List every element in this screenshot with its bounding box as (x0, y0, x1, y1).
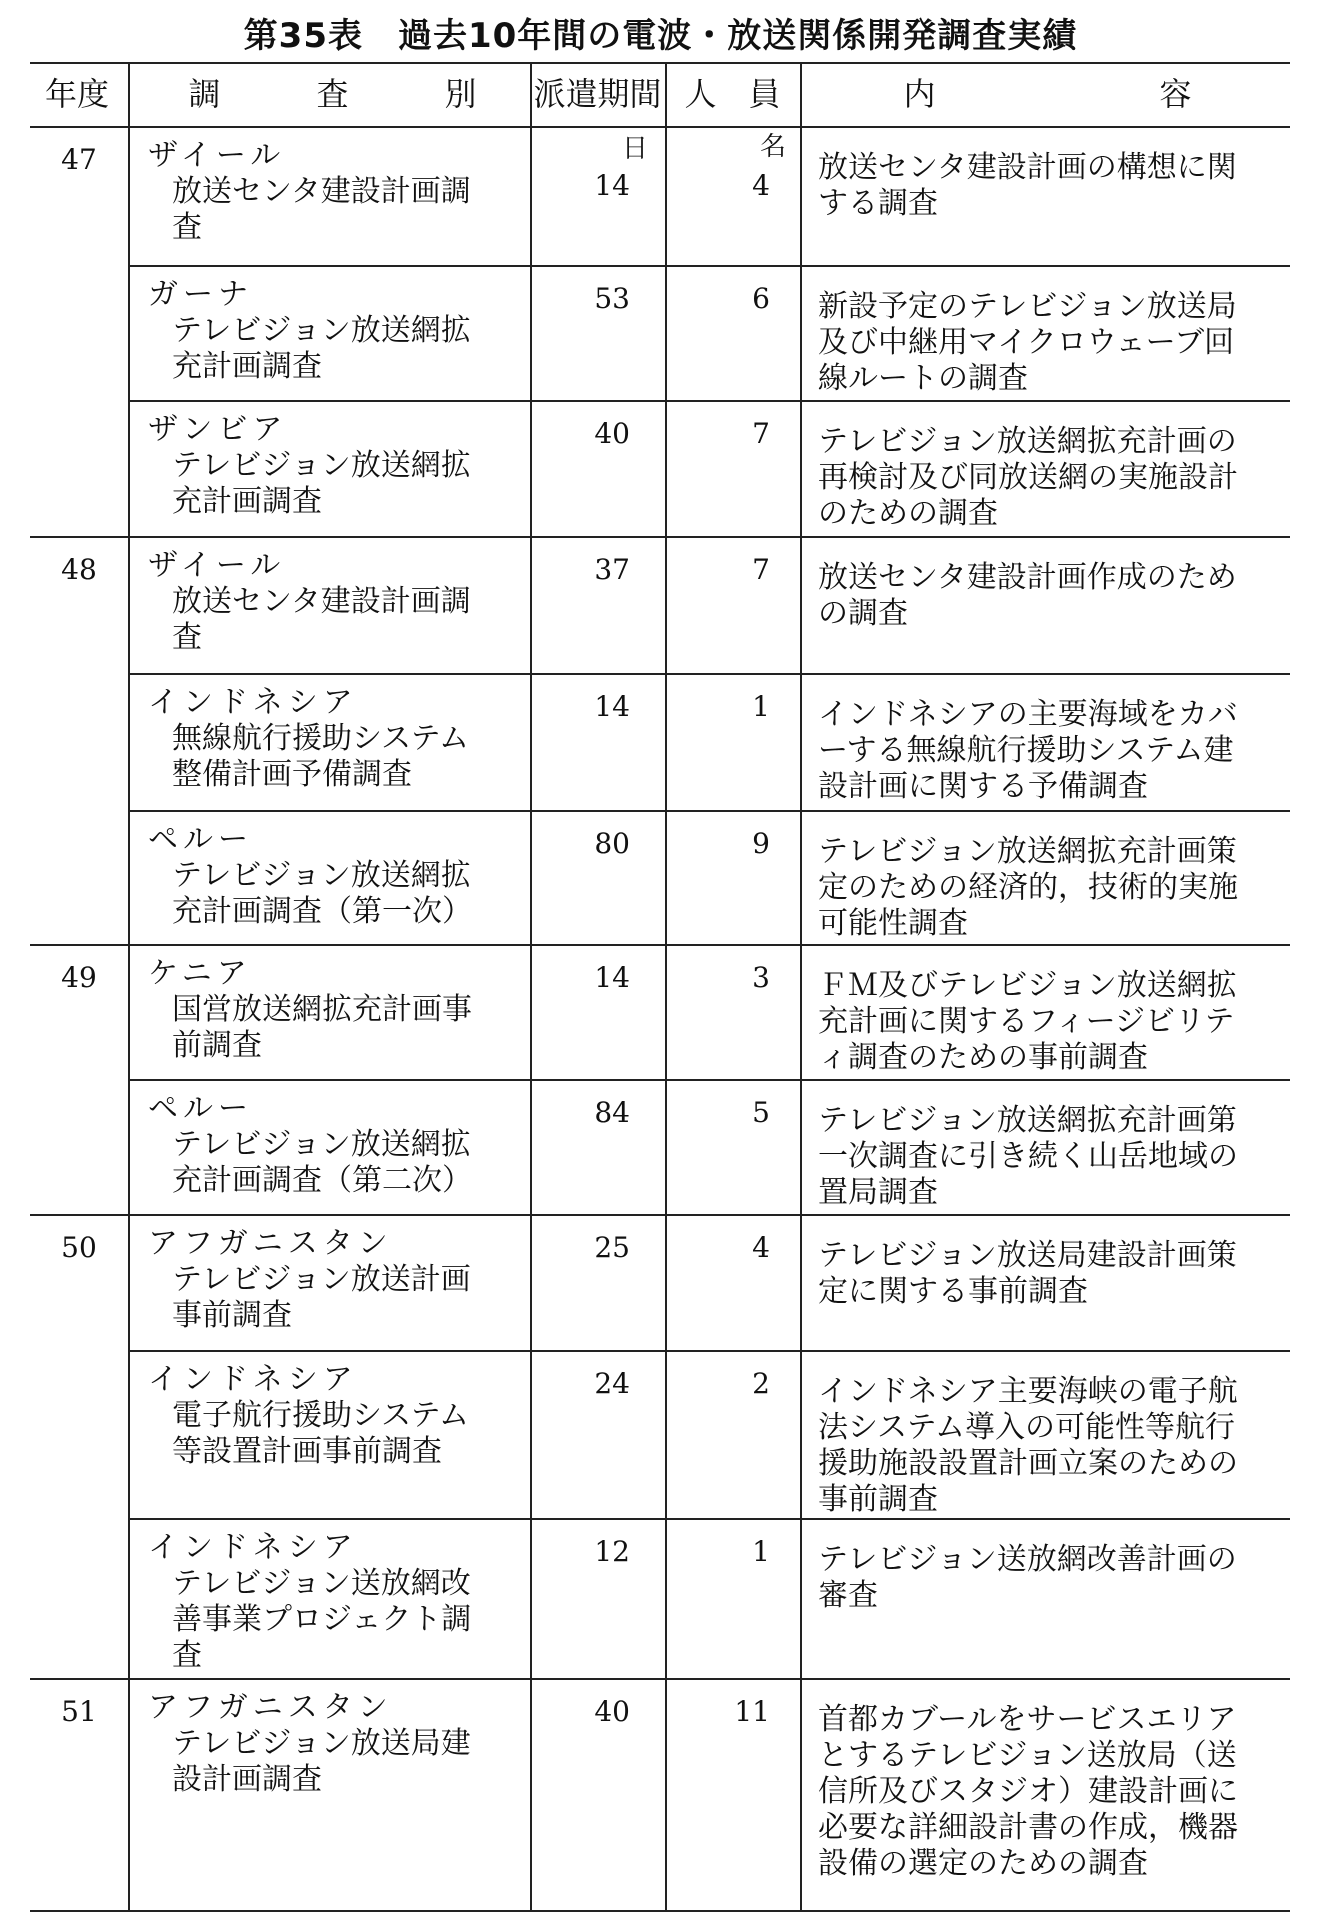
survey-line: 充計画調査 (172, 349, 322, 384)
year-cell: 48 (61, 553, 97, 586)
survey-line: 放送センタ建設計画調 (172, 174, 471, 209)
row-rule (128, 1350, 1290, 1352)
unit-days: 日 (622, 134, 649, 164)
year-cell: 51 (61, 1695, 97, 1728)
person-count: 3 (752, 961, 770, 994)
period-days: 37 (594, 553, 630, 586)
country-name: インドネシア (148, 1362, 358, 1397)
year-cell: 49 (61, 961, 97, 994)
survey-line: 無線航行援助システム (172, 721, 469, 756)
survey-line: 査 (172, 210, 202, 245)
person-count: 1 (752, 1535, 770, 1568)
period-days: 12 (594, 1535, 630, 1568)
content-line: とするテレビジョン送放局（送 (818, 1738, 1237, 1773)
unit-people: 名 (760, 132, 787, 162)
country-name: ザイール (148, 138, 286, 173)
survey-line: 査 (172, 1638, 202, 1673)
row-rule (128, 673, 1290, 675)
survey-line: 設計画調査 (172, 1762, 322, 1797)
survey-line: テレビジョン放送網拡 (172, 448, 471, 483)
survey-line: 充計画調査（第二次） (172, 1163, 472, 1198)
person-count: 9 (752, 827, 770, 860)
country-name: アフガニスタン (148, 1226, 393, 1261)
table-top-rule (30, 62, 1290, 64)
year-group-rule (30, 1678, 1290, 1680)
period-days: 40 (594, 1695, 630, 1728)
content-line: ーする無線航行援助システム建 (818, 733, 1234, 768)
content-line: 援助施設設置計画立案のための (818, 1446, 1238, 1481)
row-rule (128, 265, 1290, 267)
period-days: 14 (594, 961, 630, 994)
period-days: 53 (594, 282, 630, 315)
person-count: 7 (752, 417, 770, 450)
year-group-rule (30, 944, 1290, 946)
content-line: 首都カブールをサービスエリア (818, 1702, 1237, 1737)
content-line: 充計画に関するフィージビリテ (818, 1004, 1235, 1039)
content-line: 置局調査 (818, 1175, 938, 1210)
content-line: ィ調査のための事前調査 (818, 1040, 1148, 1075)
survey-line: 電子航行援助システム (172, 1398, 469, 1433)
content-line: のための調査 (818, 496, 998, 531)
survey-line: 査 (172, 620, 202, 655)
country-name: ケニア (148, 956, 252, 991)
content-line: 可能性調査 (818, 906, 968, 941)
content-line: 信所及びスタジオ）建設計画に (818, 1774, 1238, 1809)
content-line: 審査 (818, 1578, 878, 1613)
country-name: インドネシア (148, 1530, 358, 1565)
content-line: 法システム導入の可能性等航行 (818, 1410, 1235, 1445)
content-line: ＦＭ及びテレビジョン放送網拡 (818, 968, 1237, 1003)
country-name: アフガニスタン (148, 1690, 393, 1725)
content-line: の調査 (818, 596, 908, 631)
content-line: 再検討及び同放送網の実施設計 (818, 460, 1238, 495)
year-cell: 50 (61, 1231, 97, 1264)
survey-line: 前調査 (172, 1028, 262, 1063)
year-group-rule (30, 536, 1290, 538)
survey-line: 充計画調査 (172, 484, 322, 519)
person-count: 5 (752, 1096, 770, 1129)
period-days: 80 (594, 827, 630, 860)
content-line: 事前調査 (818, 1482, 938, 1517)
country-name: インドネシア (148, 685, 358, 720)
content-line: 及び中継用マイクロウェーブ回 (818, 325, 1235, 360)
survey-line: 善事業プロジェクト調 (172, 1602, 472, 1637)
content-line: 定に関する事前調査 (818, 1274, 1088, 1309)
content-line: 設備の選定のための調査 (818, 1846, 1148, 1881)
person-count: 1 (752, 690, 770, 723)
table-bottom-rule (30, 1910, 1290, 1912)
survey-line: テレビジョン放送網拡 (172, 313, 471, 348)
person-count: 4 (752, 1231, 770, 1264)
country-name: ザイール (148, 548, 286, 583)
country-name: ザンビア (148, 412, 288, 447)
period-days: 24 (594, 1367, 630, 1400)
country-name: ペルー (148, 1091, 253, 1126)
table-title: 第35表 過去10年間の電波・放送関係開発調査実績 (243, 16, 1078, 56)
header-persons: 人 員 (684, 75, 781, 113)
content-line: する調査 (818, 186, 938, 221)
period-days: 25 (594, 1231, 630, 1264)
content-line: インドネシアの主要海域をカバ (818, 697, 1238, 732)
survey-line: 放送センタ建設計画調 (172, 584, 471, 619)
content-line: 必要な詳細設計書の作成，機器 (818, 1810, 1238, 1845)
survey-line: 整備計画予備調査 (172, 757, 412, 792)
content-line: 定のための経済的，技術的実施 (818, 870, 1238, 905)
content-line: 放送センタ建設計画の構想に関 (818, 150, 1237, 185)
content-line: テレビジョン放送局建設計画策 (818, 1238, 1237, 1273)
column-rule (530, 62, 532, 1910)
survey-line: 充計画調査（第一次） (172, 894, 472, 929)
survey-line: 国営放送網拡充計画事 (172, 992, 472, 1027)
year-group-rule (30, 1214, 1290, 1216)
row-rule (128, 400, 1290, 402)
content-line: 新設予定のテレビジョン放送局 (818, 289, 1237, 324)
content-line: テレビジョン放送網拡充計画の (818, 424, 1237, 459)
column-rule (128, 62, 130, 1910)
content-line: 設計画に関する予備調査 (818, 769, 1148, 804)
survey-line: テレビジョン送放網改 (172, 1566, 471, 1601)
content-line: テレビジョン放送網拡充計画第 (818, 1103, 1237, 1138)
survey-line: テレビジョン放送計画 (172, 1262, 471, 1297)
survey-line: テレビジョン放送網拡 (172, 858, 471, 893)
header-year: 年度 (44, 75, 109, 113)
country-name: ペルー (148, 822, 253, 857)
person-count: 2 (752, 1367, 770, 1400)
column-rule (800, 62, 802, 1910)
period-days: 14 (594, 169, 630, 202)
content-line: 放送センタ建設計画作成のため (818, 560, 1237, 595)
content-line: テレビジョン放送網拡充計画策 (818, 834, 1237, 869)
survey-line: 等設置計画事前調査 (172, 1434, 442, 1469)
survey-line: テレビジョン放送網拡 (172, 1127, 471, 1162)
content-line: 一次調査に引き続く山岳地域の (818, 1139, 1238, 1174)
content-line: インドネシア主要海峡の電子航 (818, 1374, 1238, 1409)
period-days: 84 (594, 1096, 630, 1129)
row-rule (128, 810, 1290, 812)
survey-line: 事前調査 (172, 1298, 292, 1333)
person-count: 7 (752, 553, 770, 586)
header-bottom-rule (30, 126, 1290, 128)
column-rule (665, 62, 667, 1910)
person-count: 6 (752, 282, 770, 315)
period-days: 40 (594, 417, 630, 450)
survey-line: テレビジョン放送局建 (172, 1726, 471, 1761)
header-survey: 調 査 別 (188, 75, 477, 113)
row-rule (128, 1518, 1290, 1520)
period-days: 14 (594, 690, 630, 723)
header-period: 派遣期間 (533, 75, 662, 113)
year-cell: 47 (61, 143, 97, 176)
person-count: 4 (752, 169, 770, 202)
country-name: ガーナ (148, 277, 253, 312)
person-count: 11 (734, 1695, 770, 1728)
content-line: テレビジョン送放網改善計画の (818, 1542, 1237, 1577)
content-line: 線ルートの調査 (818, 361, 1028, 396)
row-rule (128, 1079, 1290, 1081)
header-content: 内 容 (903, 75, 1192, 113)
